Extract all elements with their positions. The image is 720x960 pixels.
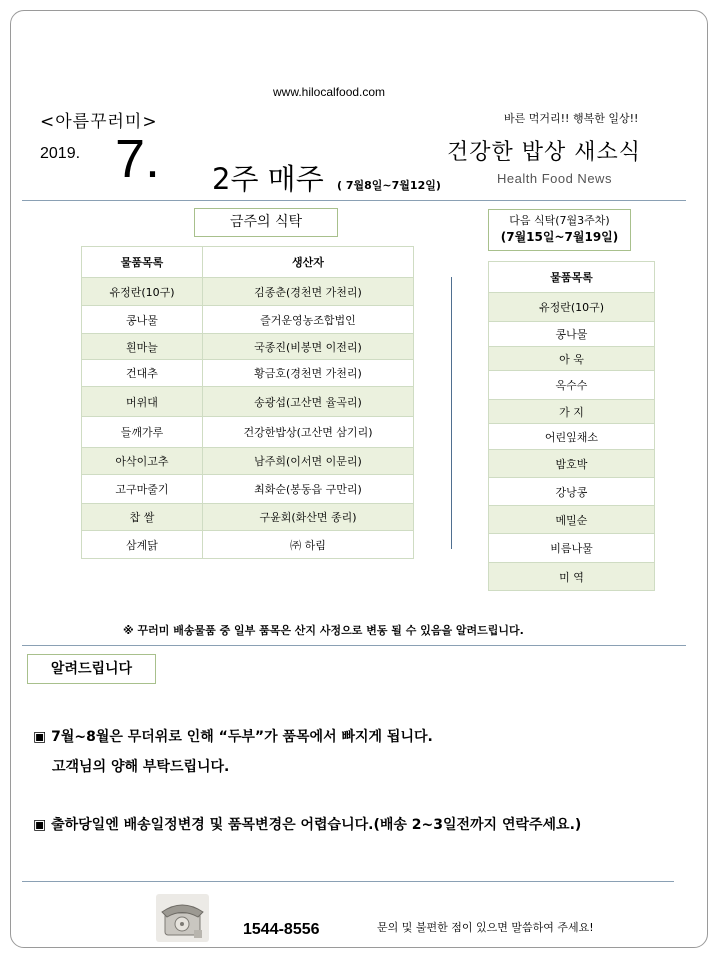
- producer-cell: 구윤회(화산면 종리): [203, 504, 414, 531]
- producer-cell: 건강한밥상(고산면 삼기리): [203, 417, 414, 448]
- footer-divider: [22, 881, 674, 882]
- table-row: [82, 334, 414, 360]
- producer-cell: 남주희(이서면 이문리): [203, 448, 414, 475]
- list-item: [489, 400, 655, 424]
- column-header: 물품목록: [82, 247, 203, 278]
- phone-number[interactable]: 1544-8556: [243, 921, 320, 938]
- next-item-cell: 비름나물: [489, 534, 655, 563]
- next-item-cell: 메밀순: [489, 506, 655, 534]
- list-item: [489, 478, 655, 506]
- list-item: [489, 506, 655, 534]
- next-week-table: [488, 261, 655, 591]
- list-item: [489, 563, 655, 591]
- announcements-title: 알려드립니다: [27, 654, 156, 684]
- producer-cell: ㈜ 하림: [203, 531, 414, 559]
- column-divider: [451, 277, 452, 549]
- list-item: [489, 534, 655, 563]
- producer-cell: 국종진(비봉면 이전리): [203, 334, 414, 360]
- item-cell: 건대추: [82, 360, 203, 387]
- item-cell: 들깨가루: [82, 417, 203, 448]
- item-cell: 유정란(10구): [82, 278, 203, 306]
- table-row: [82, 417, 414, 448]
- newsletter-title: 건강한 밥상 새소식: [447, 140, 642, 165]
- table-row: [82, 448, 414, 475]
- table-row: [82, 504, 414, 531]
- producer-cell: 최화순(봉동읍 구만리): [203, 475, 414, 504]
- item-cell: 고구마줄기: [82, 475, 203, 504]
- item-cell: 콩나물: [82, 306, 203, 334]
- list-item: [489, 293, 655, 322]
- next-week-title: [488, 209, 631, 251]
- next-item-cell: 옥수수: [489, 371, 655, 400]
- item-cell: 흰마늘: [82, 334, 203, 360]
- issue-week: 2주 매주: [212, 162, 324, 196]
- issue-date-range: ( 7월8일~7월12일): [337, 179, 441, 192]
- producer-cell: 황금호(경천면 가천리): [203, 360, 414, 387]
- list-item: [489, 371, 655, 400]
- item-cell: 삼계닭: [82, 531, 203, 559]
- producer-cell: 김종춘(경천면 가천리): [203, 278, 414, 306]
- next-item-cell: 아 욱: [489, 347, 655, 371]
- list-item: [489, 322, 655, 347]
- announcement-line-3: ▣ 출하당일엔 배송일정변경 및 품목변경은 어렵습니다.(배송 2~3일전까지 연락주세요.): [33, 817, 582, 833]
- table-header-row: [82, 247, 414, 278]
- item-cell: 찹 쌀: [82, 504, 203, 531]
- table-header-row: [489, 262, 655, 293]
- announcement-line-1: ▣ 7월~8월은 무더위로 인해 “두부”가 품목에서 빠지게 됩니다.: [33, 729, 433, 745]
- contact-text: 문의 및 불편한 점이 있으면 말씀하여 주세요!: [377, 921, 594, 934]
- slogan: 바른 먹거리!! 행복한 일상!!: [504, 112, 639, 125]
- next-item-cell: 어린잎채소: [489, 424, 655, 450]
- website-url[interactable]: www.hilocalfood.com: [273, 85, 386, 99]
- issue-year: 2019.: [40, 145, 81, 162]
- table-row: [82, 306, 414, 334]
- next-item-cell: 밤호박: [489, 450, 655, 478]
- next-item-cell: 가 지: [489, 400, 655, 424]
- table-row: [82, 531, 414, 559]
- table-row: [82, 387, 414, 417]
- notice-divider: [22, 645, 686, 646]
- newsletter-subtitle: Health Food News: [497, 171, 612, 186]
- item-cell: 머위대: [82, 387, 203, 417]
- producer-cell: 즐거운영농조합법인: [203, 306, 414, 334]
- next-item-cell: 유정란(10구): [489, 293, 655, 322]
- list-item: [489, 450, 655, 478]
- brand-name: <아름꾸러미>: [40, 112, 158, 132]
- next-item-cell: 콩나물: [489, 322, 655, 347]
- column-header: 물품목록: [489, 262, 655, 293]
- this-week-title: 금주의 식탁: [194, 208, 338, 237]
- item-cell: 아삭이고추: [82, 448, 203, 475]
- this-week-table: [81, 246, 414, 559]
- next-week-heading: 다음 식탁(7월3주차): [509, 214, 610, 227]
- producer-cell: 송광섭(고산면 율곡리): [203, 387, 414, 417]
- table-row: [82, 360, 414, 387]
- issue-month: 7.: [115, 129, 161, 189]
- substitution-notice: ※ 꾸러미 배송물품 중 일부 품목은 산지 사정으로 변동 될 수 있음을 알려드립니다.: [123, 624, 524, 637]
- list-item: [489, 424, 655, 450]
- header-divider: [22, 200, 686, 201]
- next-week-range: (7월15일~7월19일): [500, 230, 619, 244]
- table-row: [82, 278, 414, 306]
- next-item-cell: 미 역: [489, 563, 655, 591]
- telephone-icon: [156, 894, 209, 942]
- table-row: [82, 475, 414, 504]
- column-header: 생산자: [203, 247, 414, 278]
- announcement-line-2: 고객님의 양해 부탁드립니다.: [52, 759, 230, 775]
- next-item-cell: 강낭콩: [489, 478, 655, 506]
- list-item: [489, 347, 655, 371]
